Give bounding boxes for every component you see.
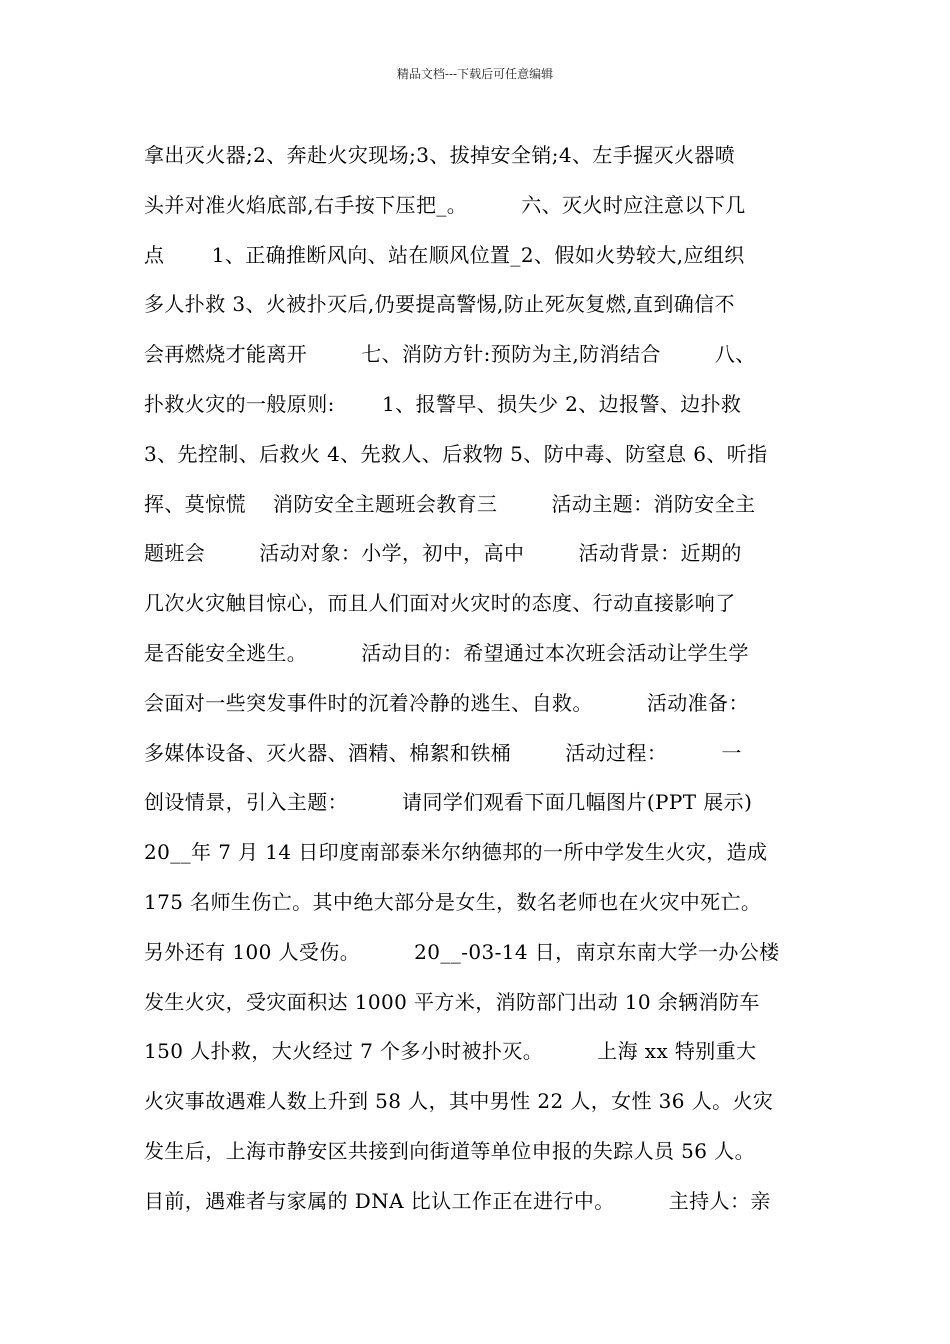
text-line: 挥、莫惊慌 消防安全主题班会教育三 活动主题：消防安全主 xyxy=(144,491,756,516)
text-line: 目前，遇难者与家属的 DNA 比认工作正在进行中。 主持人：亲 xyxy=(144,1188,771,1213)
text-line: 3、先控制、后救火 4、先救人、后救物 5、防中毒、防窒息 6、听指 xyxy=(144,441,768,466)
text-line: 多人扑救 3、火被扑灭后,仍要提高警惕,防止死灰复燃,直到确信不 xyxy=(144,292,735,317)
text-line: 几次火灾触目惊心，而且人们面对火灾时的态度、行动直接影响了 xyxy=(144,591,736,616)
text-line: 会再燃烧才能离开 七、消防方针:预防为主,防消结合 八、 xyxy=(144,342,756,367)
text-line: 扑救火灾的一般原则: 1、报警早、损失少 2、边报警、边扑救 xyxy=(144,391,742,416)
page-header: 精品文档---下载后可任意编辑 xyxy=(396,67,554,81)
text-line: 多媒体设备、灭火器、酒精、棉絮和铁桶 活动过程： 一 xyxy=(144,740,742,765)
text-line: 题班会 活动对象：小学，初中，高中 活动背景：近期的 xyxy=(144,541,742,566)
text-line: 会面对一些突发事件时的沉着冷静的逃生、自救。 活动准备： xyxy=(144,690,749,715)
text-line: 150 人扑救，大火经过 7 个多小时被扑灭。 上海 xx 特别重大 xyxy=(144,1039,757,1064)
text-line: 点 1、正确推断风向、站在顺风位置_2、假如火势较大,应组织 xyxy=(144,242,745,267)
body-text xyxy=(144,131,814,1227)
text-line: 是否能安全逃生。 活动目的：希望通过本次班会活动让学生学 xyxy=(144,640,749,665)
text-line: 创设情景，引入主题： 请同学们观看下面几幅图片(PPT 展示) xyxy=(144,790,753,815)
text-line: 20__年 7 月 14 日印度南部泰米尔纳德邦的一所中学发生火灾，造成 xyxy=(144,840,768,865)
text-line: 发生火灾，受灾面积达 1000 平方米，消防部门出动 10 余辆消防车 xyxy=(144,989,760,1014)
text-line: 头并对准火焰底部,右手按下压把_。 六、灭火时应注意以下几 xyxy=(144,192,746,217)
text-line: 拿出灭火器;2、奔赴火灾现场;3、拔掉安全销;4、左手握灭火器喷 xyxy=(144,143,736,167)
text-line: 火灾事故遇难人数上升到 58 人，其中男性 22 人，女性 36 人。火灾 xyxy=(144,1089,774,1114)
text-line: 175 名师生伤亡。其中绝大部分是女生，数名老师也在火灾中死亡。 xyxy=(144,889,762,914)
text-line: 发生后，上海市静安区共接到向街道等单位申报的失踪人员 56 人。 xyxy=(144,1138,755,1163)
text-line: 另外还有 100 人受伤。 20__-03-14 日，南京东南大学一办公楼 xyxy=(144,939,780,964)
